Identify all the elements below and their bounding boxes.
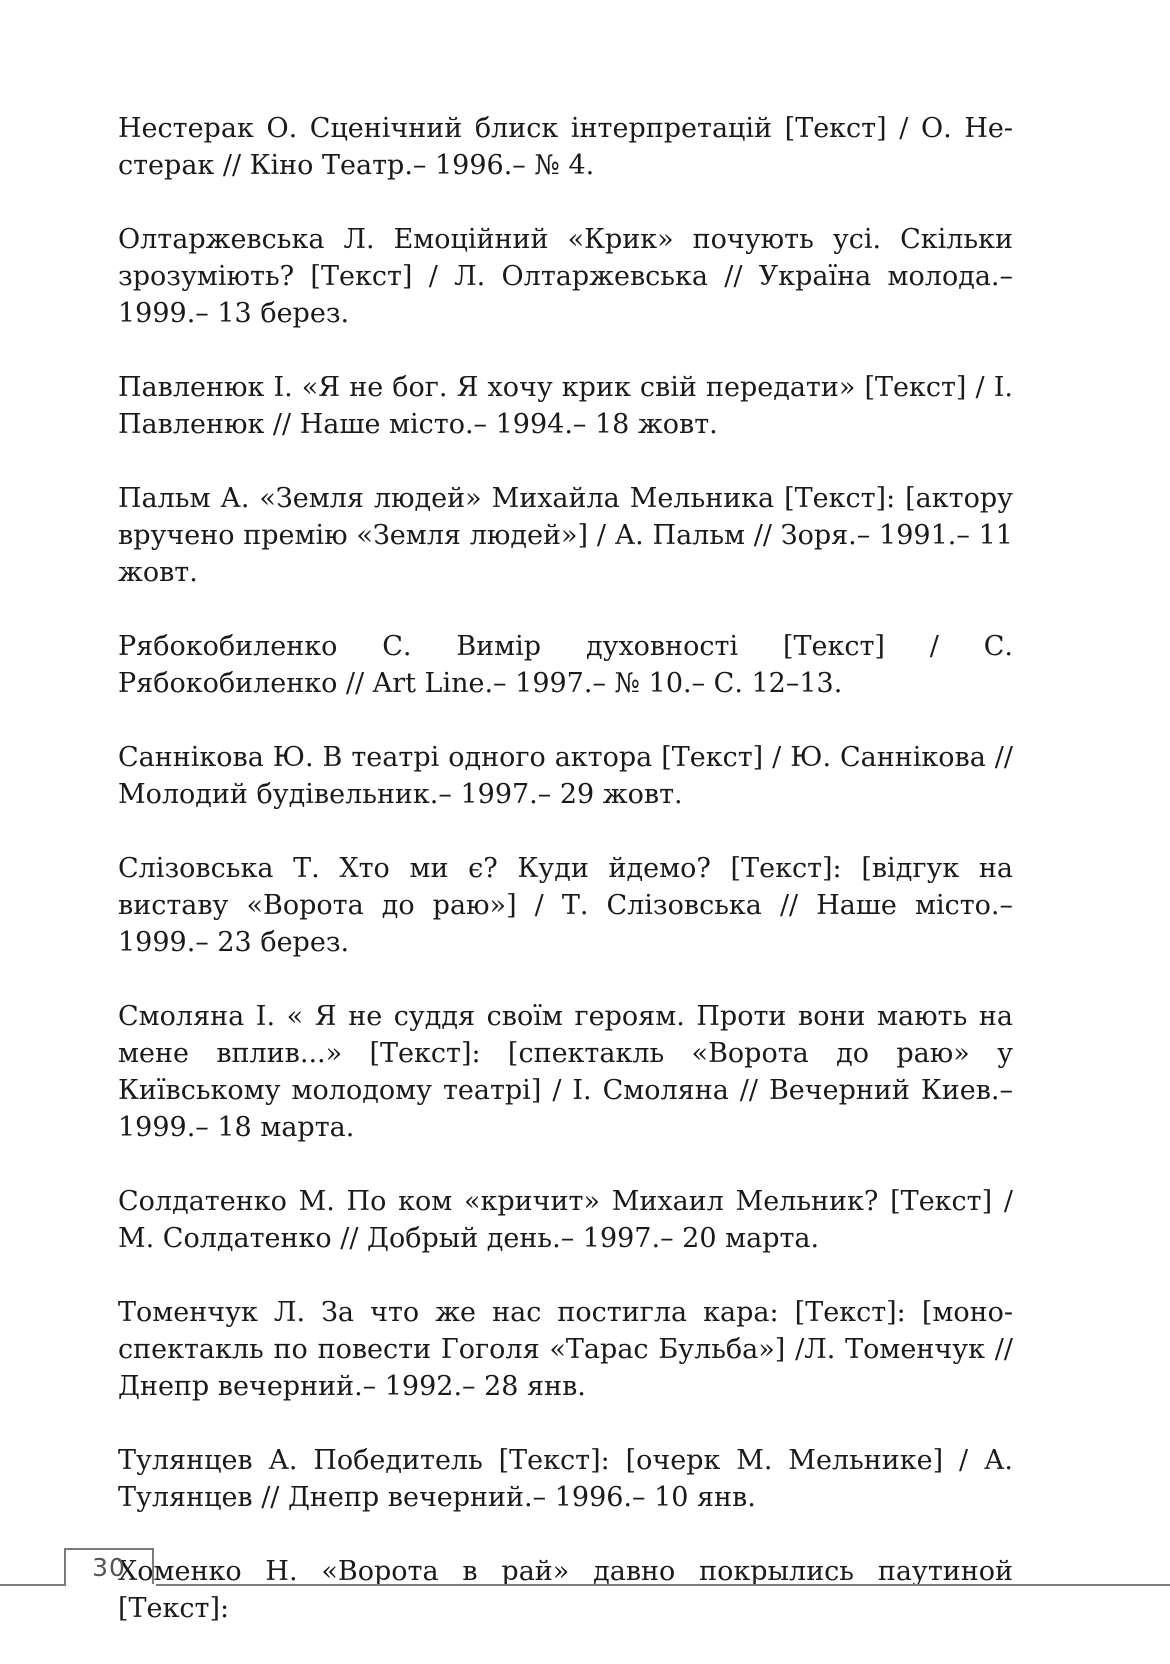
bibliography-list [118,110,1013,1664]
bibliography-entry: Хоменко Н. «Ворота в рай» давно покрылись паутиной [Текст]: [118,1556,1013,1624]
bibliography-entry: Павленюк І. «Я не бог. Я хочу крик свій передати» [Текст] / І. Павленюк // Наше місто.– 1994.– 18 жовт. [118,372,1013,440]
bibliography-entry: Солдатенко М. По ком «кричит» Михаил Мельник? [Текст] / М. Солдатенко // Добрый день.– 1997.– 20 марта. [118,1186,1013,1254]
bibliography-entry: Тулянцев А. Победитель [Текст]: [очерк М. Мельнике] / А. Тулянцев // Днепр вечерний.– 1996.– 10 янв. [118,1445,1013,1513]
footer-rule-right [156,1584,1170,1586]
footer-rule-left [0,1584,66,1586]
bibliography-entry: Рябокобиленко С. Вимір духовності [Текст] / С. Рябокобиленко // Art Line.– 1997.– № 10.– С. 12–13. [118,631,1013,699]
bibliography-entry: Саннікова Ю. В театрі одного актора [Текст] / Ю. Саннікова // Молодий будівельник.– 1997.– 29 жовт. [118,742,1013,810]
bibliography-entry: Слізовська Т. Хто ми є? Куди йдемо? [Текст]: [відгук на виставу «Ворота до раю»] / Т. Слізовська // Наше місто.– 1999.– 23 берез. [118,853,1013,958]
page-footer [0,1548,1170,1588]
bibliography-entry: Смоляна І. « Я не суддя своїм героям. Проти вони мають на мене вплив...» [Текст]: [спектакль «Ворота до раю» у Київському молодому театрі] / І. Смоляна // Вечерний Киев.– 1999.– 18 марта. [118,1001,1013,1143]
bibliography-entry: Нестерак О. Сценічний блиск інтерпретацій [Текст] / О. Нестерак // Кіно Театр.– 1996.– № 4. [118,113,1013,181]
bibliography-entry: Томенчук Л. За что же нас постигла кара: [Текст]: [моноспектакль по повести Гоголя «Тарас Бульба»] /Л. Томенчук // Днепр вечерний.– 1992.– 28 янв. [118,1297,1013,1402]
bibliography-entry: Пальм А. «Земля людей» Михайла Мельника [Текст]: [актору вручено премію «Земля людей»] / А. Пальм // Зоря.– 1991.– 11 жовт. [118,483,1013,588]
page-number: 30 [92,1552,126,1582]
bibliography-entry: Олтаржевська Л. Емоційний «Крик» почують усі. Скільки зрозуміють? [Текст] / Л. Олтаржевська // Україна молода.– 1999.– 13 берез. [118,224,1013,329]
page-number-tab [64,1548,154,1584]
